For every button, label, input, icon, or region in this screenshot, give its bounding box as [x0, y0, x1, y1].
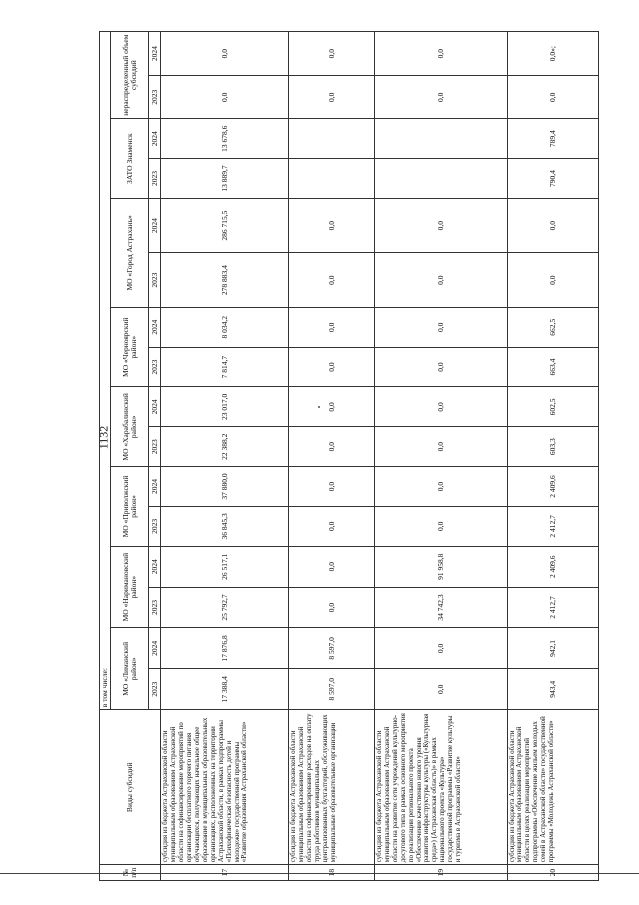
value-cell: 790,4	[507, 159, 598, 199]
value-cell: 602,5	[507, 387, 598, 427]
value-cell: 2 409,6	[507, 546, 598, 587]
value-cell: 0,0	[161, 76, 289, 119]
value-cell: 0,0	[375, 427, 508, 467]
year-cell: 2024	[149, 307, 161, 347]
value-cell: 37 880,0	[161, 467, 289, 507]
year-cell: 2024	[149, 387, 161, 427]
year-cell: 2024	[149, 32, 161, 76]
header-desc: Виды субсидий	[100, 710, 161, 865]
value-cell: 2 412,7	[507, 506, 598, 546]
value-cell: 0,0»;	[507, 32, 598, 76]
value-cell: 943,4	[507, 669, 598, 710]
value-cell: 663,4	[507, 347, 598, 387]
value-cell: 7 814,7	[161, 347, 289, 387]
value-cell: 0,0	[507, 253, 598, 307]
value-cell: 942,1	[507, 628, 598, 669]
value-cell: 36 845,3	[161, 506, 289, 546]
value-cell: 0,0	[375, 32, 508, 76]
year-cell: 2023	[149, 253, 161, 307]
value-cell: 13 678,6	[161, 119, 289, 159]
table-row	[289, 32, 375, 881]
value-cell: 0,0	[289, 347, 375, 387]
value-cell: 2 409,6	[507, 467, 598, 507]
value-cell: 0,0	[375, 198, 508, 252]
value-cell: 0,0	[375, 347, 508, 387]
value-cell: 34 742,3	[375, 587, 508, 628]
value-cell: 22 388,2	[161, 427, 289, 467]
header-row-including	[100, 32, 111, 881]
header-num: № п/п	[100, 865, 161, 881]
value-cell: 0,0	[289, 387, 375, 427]
value-cell	[289, 119, 375, 159]
year-cell: 2023	[149, 587, 161, 628]
value-cell: 17 876,8	[161, 628, 289, 669]
value-cell: 662,5	[507, 307, 598, 347]
page-number: 1132	[96, 425, 111, 450]
value-cell: 0,0	[507, 76, 598, 119]
value-cell	[375, 119, 508, 159]
year-cell: 2023	[149, 159, 161, 199]
value-cell: 0,0	[507, 198, 598, 252]
value-cell: 286 715,5	[161, 198, 289, 252]
value-cell: 0,0	[289, 307, 375, 347]
value-cell: 278 883,4	[161, 253, 289, 307]
table-row	[375, 32, 508, 881]
table-row	[161, 32, 289, 881]
value-cell: 603,3	[507, 427, 598, 467]
year-cell: 2024	[149, 119, 161, 159]
value-cell: 91 958,8	[375, 546, 508, 587]
value-cell: 0,0	[289, 546, 375, 587]
value-cell: 23 017,0	[161, 387, 289, 427]
value-cell: 0,0	[289, 467, 375, 507]
value-cell	[375, 159, 508, 199]
value-cell: 0,0	[289, 198, 375, 252]
year-cell: 2023	[149, 76, 161, 119]
value-cell: 17 388,4	[161, 669, 289, 710]
value-cell: 2 412,7	[507, 587, 598, 628]
value-cell: 0,0	[375, 669, 508, 710]
row-description: субсидия из бюджета Астраханской области муниципальным образованиям Астраханской области на развитие сети учреждений культурно-досугового типа в рамках основного мероприятия по реализации регионального проекта «Обеспечение качественно нового уровня развития инфраструктуры культуры («Культурная среда») (Астраханская область)» в рамках национального проекта «Культура» государственной программы «Развитие культуры и туризма в Астраханской области»	[375, 710, 508, 865]
value-cell: 8 597,0	[289, 669, 375, 710]
value-cell: 0,0	[375, 506, 508, 546]
subsidy-table	[96, 31, 599, 881]
header-group-znamensk: ЗАТО Знаменск	[111, 119, 149, 199]
row-number: 18	[289, 865, 375, 881]
header-group-narimanov: МО «Наримановский район»	[111, 546, 149, 628]
year-cell: 2024	[149, 198, 161, 252]
value-cell: 0,0	[375, 387, 508, 427]
value-cell: 0,0	[289, 427, 375, 467]
value-cell: 0,0	[375, 467, 508, 507]
value-cell: 0,0	[375, 628, 508, 669]
year-cell: 2023	[149, 506, 161, 546]
value-cell: 8 034,2	[161, 307, 289, 347]
value-cell: 26 517,1	[161, 546, 289, 587]
year-cell: 2023	[149, 669, 161, 710]
value-cell: 8 597,0	[289, 628, 375, 669]
value-cell: 0,0	[289, 587, 375, 628]
row-description: субсидия из бюджета Астраханской области муниципальным образованиям Астраханской области на софинансирование расходов на оплату труда работников муниципальных централизованных бухгалтерий, обслуживающих муниципальные образовательные организации	[289, 710, 375, 865]
value-cell: 0,0	[375, 253, 508, 307]
year-cell: 2023	[149, 347, 161, 387]
row-description: субсидия из бюджета Астраханской области муниципальным образованиям Астраханской области в целях реализации мероприятий подпрограммы «Обеспечение жильем молодых семей в Астраханской области» государственной программы «Молодежь Астраханской области»	[507, 710, 598, 865]
value-cell: 0,0	[289, 76, 375, 119]
row-number: 19	[375, 865, 508, 881]
table-row	[507, 32, 598, 881]
value-cell: 13 889,7	[161, 159, 289, 199]
year-cell: 2023	[149, 427, 161, 467]
header-group-liman: МО «Лиманский район»	[111, 628, 149, 710]
value-cell: 0,0	[375, 307, 508, 347]
year-cell: 2024	[149, 467, 161, 507]
value-cell: 25 792,7	[161, 587, 289, 628]
value-cell: 0,0	[161, 32, 289, 76]
value-cell: 0,0	[289, 32, 375, 76]
value-cell: 789,4	[507, 119, 598, 159]
header-group-unallocated: нераспределенный объем субсидий	[111, 32, 149, 119]
rotated-table-wrapper	[96, 31, 599, 881]
value-cell: 0,0	[289, 506, 375, 546]
value-cell	[289, 159, 375, 199]
value-cell: 0,0	[289, 253, 375, 307]
value-cell: 0,0	[375, 76, 508, 119]
year-cell: 2024	[149, 546, 161, 587]
header-group-kharabali: МО «Харабалинский район»	[111, 387, 149, 467]
header-including: в том числе:	[100, 32, 111, 710]
row-number: 17	[161, 865, 289, 881]
row-number: 20	[507, 865, 598, 881]
header-group-privolzh: МО «Приволжский район»	[111, 467, 149, 547]
year-cell: 2024	[149, 628, 161, 669]
header-group-astrakhan: МО «Город Астрахань»	[111, 198, 149, 307]
row-description: субсидия из бюджета Астраханской области муниципальным образованиям Астраханской области на софинансирование мероприятий по организации бесплатного горячего питания обучающихся, получающих начальное общее образование в муниципальных образовательных организациях, расположенных на территории Астраханской области, в рамках подпрограммы «Психофизическая безопасность детей и молодежи» государственной программы «Развитие образования Астраханской области»	[161, 710, 289, 865]
header-group-chernoyar: МО «Черноярский район»	[111, 307, 149, 387]
